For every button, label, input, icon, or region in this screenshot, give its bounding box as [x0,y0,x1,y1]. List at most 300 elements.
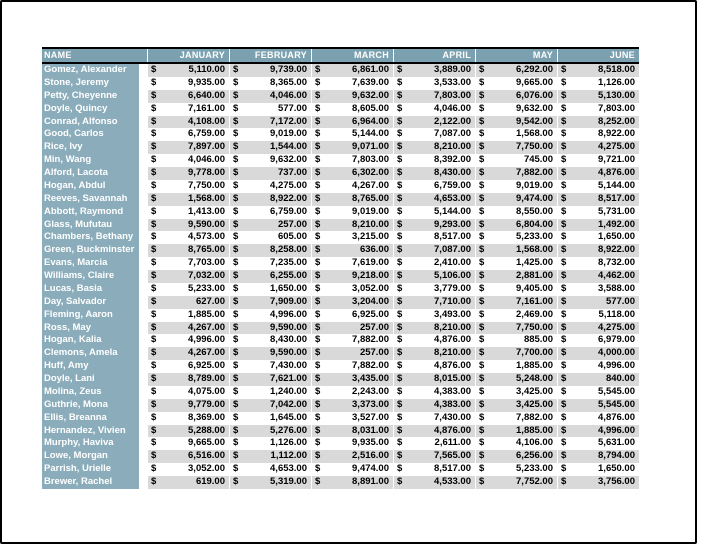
amount-cell-february [229,128,311,141]
amount-value: 5,276.00 [270,424,307,436]
employee-name-cell: Glass, Mufutau [42,219,139,232]
employee-name-cell: Lowe, Morgan [42,450,139,463]
amount-cell-february [229,296,311,309]
currency-symbol: $ [151,476,157,487]
currency-symbol: $ [315,205,321,217]
amount-value: 3,889.00 [434,64,471,75]
currency-symbol: $ [479,385,485,397]
amount-value: 7,639.00 [352,76,389,88]
amount-cell-june [557,167,639,180]
table-row [42,322,639,335]
amount-value: 7,430.00 [270,360,307,372]
amount-value: 8,550.00 [516,205,553,217]
amount-cell-january [147,128,229,141]
amount-cell-february [229,386,311,399]
amount-value: 5,248.00 [516,373,553,384]
amount-cell-march [311,180,393,193]
currency-symbol: $ [479,373,485,384]
amount-cell-january [147,116,229,129]
amount-value: 9,935.00 [352,437,389,449]
column-gap [139,322,147,335]
currency-symbol: $ [561,334,567,346]
amount-cell-april [393,386,475,399]
amount-value: 9,665.00 [188,437,225,449]
column-gap [139,128,147,141]
currency-symbol: $ [561,282,567,294]
amount-value: 3,425.00 [516,398,553,410]
currency-symbol: $ [315,476,321,487]
amount-value: 5,144.00 [434,205,471,217]
currency-symbol: $ [397,167,403,178]
currency-symbol: $ [151,334,157,346]
amount-cell-january [147,360,229,373]
amount-value: 6,964.00 [352,115,389,127]
currency-symbol: $ [151,89,157,101]
currency-symbol: $ [233,463,239,475]
currency-symbol: $ [479,179,485,191]
amount-value: 7,750.00 [188,179,225,191]
amount-cell-may [475,334,557,347]
amount-value: 3,373.00 [352,398,389,410]
amount-cell-june [557,283,639,296]
amount-value: 7,882.00 [352,334,389,346]
currency-symbol: $ [397,179,403,191]
currency-symbol: $ [315,115,321,127]
table-row [42,425,639,438]
currency-symbol: $ [561,385,567,397]
amount-cell-may [475,167,557,180]
amount-cell-april [393,141,475,154]
currency-symbol: $ [561,128,567,140]
currency-symbol: $ [561,64,567,75]
amount-value: 9,405.00 [516,282,553,294]
currency-symbol: $ [479,76,485,88]
currency-symbol: $ [233,244,239,256]
table-row [42,399,639,412]
amount-value: 7,565.00 [434,450,471,462]
amount-value: 6,925.00 [188,360,225,372]
employee-name-cell: Rice, Ivy [42,141,139,154]
currency-symbol: $ [479,141,485,153]
currency-symbol: $ [561,244,567,256]
amount-value: 8,517.00 [434,463,471,475]
employee-name-cell: Hernandez, Vivien [42,425,139,438]
currency-symbol: $ [151,102,157,114]
amount-value: 8,369.00 [188,411,225,423]
amount-value: 8,210.00 [352,218,389,230]
employee-name-cell: Abbott, Raymond [42,206,139,219]
amount-value: 4,075.00 [188,385,225,397]
currency-symbol: $ [479,437,485,449]
amount-value: 9,739.00 [270,64,307,75]
amount-cell-march [311,283,393,296]
amount-cell-march [311,231,393,244]
amount-value: 6,255.00 [270,270,307,281]
amount-value: 9,632.00 [270,154,307,166]
amount-cell-june [557,154,639,167]
table-row [42,450,639,463]
currency-symbol: $ [397,347,403,359]
currency-symbol: $ [151,76,157,88]
column-gap [139,412,147,425]
amount-value: 1,492.00 [598,218,635,230]
currency-symbol: $ [561,321,567,333]
currency-symbol: $ [151,424,157,436]
currency-symbol: $ [561,205,567,217]
amount-cell-march [311,437,393,450]
currency-symbol: $ [315,141,321,153]
amount-value: 1,425.00 [516,257,553,269]
currency-symbol: $ [479,115,485,127]
column-header-april: APRIL [393,49,475,62]
monthly-salary-table [42,47,639,489]
currency-symbol: $ [561,424,567,436]
column-gap [139,231,147,244]
amount-cell-march [311,206,393,219]
amount-value: 5,118.00 [598,308,635,320]
table-row [42,257,639,270]
amount-value: 8,789.00 [188,373,225,384]
currency-symbol: $ [151,373,157,384]
amount-value: 9,632.00 [352,89,389,101]
currency-symbol: $ [479,295,485,307]
amount-value: 4,876.00 [434,424,471,436]
amount-value: 257.00 [359,321,389,333]
amount-cell-march [311,90,393,103]
currency-symbol: $ [151,308,157,320]
amount-value: 4,462.00 [598,270,635,281]
amount-value: 7,087.00 [434,128,471,140]
amount-cell-june [557,463,639,476]
currency-symbol: $ [397,154,403,166]
amount-cell-may [475,128,557,141]
table-header-row [42,49,639,62]
amount-value: 7,032.00 [188,270,225,281]
amount-value: 7,882.00 [352,360,389,372]
currency-symbol: $ [233,424,239,436]
amount-value: 2,516.00 [352,450,389,462]
table-row [42,244,639,257]
amount-cell-january [147,373,229,386]
employee-name-cell: Doyle, Quincy [42,103,139,116]
currency-symbol: $ [151,270,157,281]
amount-cell-march [311,154,393,167]
amount-cell-january [147,309,229,322]
amount-cell-january [147,154,229,167]
currency-symbol: $ [397,334,403,346]
amount-cell-april [393,180,475,193]
currency-symbol: $ [561,450,567,462]
amount-value: 4,046.00 [270,89,307,101]
amount-cell-june [557,412,639,425]
amount-value: 9,632.00 [516,102,553,114]
table-row [42,219,639,232]
amount-cell-february [229,77,311,90]
amount-value: 9,019.00 [270,128,307,140]
amount-value: 3,779.00 [434,282,471,294]
amount-cell-january [147,476,229,489]
employee-name-cell: Brewer, Rachel [42,476,139,489]
table-row [42,167,639,180]
currency-symbol: $ [315,463,321,475]
employee-name-cell: Day, Salvador [42,296,139,309]
column-gap [139,463,147,476]
column-gap [139,425,147,438]
currency-symbol: $ [397,424,403,436]
amount-value: 8,392.00 [434,154,471,166]
column-header-june: JUNE [557,49,639,62]
amount-cell-may [475,257,557,270]
amount-value: 7,087.00 [434,244,471,256]
currency-symbol: $ [151,385,157,397]
employee-name-cell: Williams, Claire [42,270,139,283]
currency-symbol: $ [233,154,239,166]
amount-cell-january [147,437,229,450]
currency-symbol: $ [151,257,157,269]
currency-symbol: $ [151,128,157,140]
amount-value: 6,925.00 [352,308,389,320]
currency-symbol: $ [479,411,485,423]
table-row [42,334,639,347]
amount-value: 636.00 [359,244,389,256]
amount-cell-june [557,399,639,412]
amount-cell-january [147,206,229,219]
currency-symbol: $ [397,244,403,256]
amount-cell-april [393,360,475,373]
currency-symbol: $ [561,295,567,307]
currency-symbol: $ [479,128,485,140]
amount-cell-february [229,450,311,463]
amount-cell-june [557,309,639,322]
currency-symbol: $ [233,218,239,230]
amount-cell-january [147,463,229,476]
amount-value: 7,882.00 [516,167,553,178]
amount-value: 2,122.00 [434,115,471,127]
amount-value: 5,110.00 [188,64,225,75]
amount-cell-june [557,270,639,283]
currency-symbol: $ [151,231,157,243]
amount-cell-april [393,476,475,489]
amount-value: 1,126.00 [598,76,635,88]
amount-cell-april [393,231,475,244]
currency-symbol: $ [315,179,321,191]
amount-cell-april [393,116,475,129]
amount-value: 9,542.00 [516,115,553,127]
amount-value: 7,897.00 [188,141,225,153]
amount-value: 8,891.00 [352,476,389,487]
currency-symbol: $ [233,64,239,75]
amount-value: 5,144.00 [598,179,635,191]
amount-cell-january [147,64,229,77]
amount-value: 1,645.00 [270,411,307,423]
table-row [42,128,639,141]
currency-symbol: $ [315,385,321,397]
amount-value: 5,288.00 [188,424,225,436]
amount-cell-may [475,116,557,129]
amount-cell-january [147,296,229,309]
amount-value: 4,383.00 [434,398,471,410]
amount-value: 4,653.00 [434,192,471,204]
amount-value: 1,544.00 [270,141,307,153]
amount-value: 9,778.00 [188,167,225,178]
amount-value: 7,750.00 [516,141,553,153]
amount-value: 3,204.00 [352,295,389,307]
currency-symbol: $ [561,154,567,166]
amount-value: 8,430.00 [270,334,307,346]
table-row [42,476,639,489]
employee-name-cell: Alford, Lacota [42,167,139,180]
table-row [42,360,639,373]
amount-value: 1,650.00 [270,282,307,294]
amount-cell-may [475,425,557,438]
column-gap [139,373,147,386]
currency-symbol: $ [233,308,239,320]
currency-symbol: $ [561,141,567,153]
employee-name-cell: Green, Buckminster [42,244,139,257]
currency-symbol: $ [233,373,239,384]
amount-cell-may [475,154,557,167]
amount-cell-april [393,425,475,438]
amount-cell-february [229,334,311,347]
currency-symbol: $ [479,334,485,346]
amount-value: 1,885.00 [516,360,553,372]
column-header-january: JANUARY [147,49,229,62]
currency-symbol: $ [479,218,485,230]
amount-cell-january [147,399,229,412]
currency-symbol: $ [151,154,157,166]
currency-symbol: $ [397,218,403,230]
amount-value: 8,605.00 [352,102,389,114]
currency-symbol: $ [397,385,403,397]
amount-cell-may [475,141,557,154]
currency-symbol: $ [397,398,403,410]
amount-value: 8,922.00 [270,192,307,204]
amount-value: 4,653.00 [270,463,307,475]
amount-cell-may [475,231,557,244]
currency-symbol: $ [561,257,567,269]
amount-cell-january [147,193,229,206]
amount-value: 1,413.00 [188,205,225,217]
currency-symbol: $ [151,463,157,475]
amount-value: 4,275.00 [270,179,307,191]
amount-cell-april [393,412,475,425]
amount-cell-march [311,360,393,373]
currency-symbol: $ [479,244,485,256]
currency-symbol: $ [397,128,403,140]
amount-value: 7,161.00 [188,102,225,114]
amount-cell-april [393,373,475,386]
amount-cell-january [147,244,229,257]
table-row [42,373,639,386]
employee-name-cell: Molina, Zeus [42,386,139,399]
amount-value: 7,621.00 [270,373,307,384]
amount-cell-june [557,193,639,206]
amount-value: 7,750.00 [516,321,553,333]
amount-value: 619.00 [195,476,225,487]
table-row [42,154,639,167]
currency-symbol: $ [151,321,157,333]
table-row [42,141,639,154]
amount-cell-april [393,322,475,335]
employee-name-cell: Murphy, Haviva [42,437,139,450]
amount-cell-march [311,425,393,438]
amount-cell-june [557,64,639,77]
amount-value: 4,275.00 [598,321,635,333]
currency-symbol: $ [151,411,157,423]
amount-value: 7,042.00 [270,398,307,410]
amount-cell-june [557,450,639,463]
currency-symbol: $ [561,115,567,127]
currency-symbol: $ [151,347,157,359]
employee-name-cell: Chambers, Bethany [42,231,139,244]
column-gap [139,437,147,450]
amount-value: 7,803.00 [352,154,389,166]
amount-value: 9,071.00 [352,141,389,153]
amount-cell-march [311,334,393,347]
amount-cell-june [557,231,639,244]
table-row [42,296,639,309]
currency-symbol: $ [233,411,239,423]
table-row [42,77,639,90]
amount-value: 8,922.00 [598,128,635,140]
amount-cell-march [311,270,393,283]
amount-value: 4,876.00 [434,360,471,372]
amount-cell-january [147,257,229,270]
table-row [42,231,639,244]
currency-symbol: $ [397,282,403,294]
amount-cell-april [393,90,475,103]
amount-value: 3,533.00 [434,76,471,88]
amount-cell-january [147,347,229,360]
column-gap [139,154,147,167]
amount-value: 5,144.00 [352,128,389,140]
currency-symbol: $ [233,89,239,101]
amount-cell-june [557,296,639,309]
currency-symbol: $ [561,347,567,359]
amount-value: 745.00 [523,154,553,166]
employee-name-cell: Ross, May [42,322,139,335]
column-gap [139,180,147,193]
amount-cell-may [475,386,557,399]
column-gap [139,206,147,219]
amount-cell-june [557,141,639,154]
currency-symbol: $ [233,102,239,114]
currency-symbol: $ [561,179,567,191]
table-row [42,347,639,360]
amount-value: 6,759.00 [270,205,307,217]
amount-cell-june [557,206,639,219]
column-header-name: NAME [44,50,72,60]
currency-symbol: $ [233,141,239,153]
amount-cell-june [557,90,639,103]
amount-cell-january [147,386,229,399]
currency-symbol: $ [315,321,321,333]
amount-value: 4,267.00 [352,179,389,191]
column-header-march: MARCH [311,49,393,62]
amount-cell-march [311,373,393,386]
currency-symbol: $ [561,360,567,372]
currency-symbol: $ [561,476,567,487]
amount-value: 6,256.00 [516,450,553,462]
column-gap [139,257,147,270]
amount-value: 7,882.00 [516,411,553,423]
column-gap [139,399,147,412]
currency-symbol: $ [233,398,239,410]
amount-value: 4,876.00 [434,334,471,346]
amount-value: 2,469.00 [516,308,553,320]
amount-value: 1,650.00 [598,463,635,475]
amount-cell-march [311,399,393,412]
